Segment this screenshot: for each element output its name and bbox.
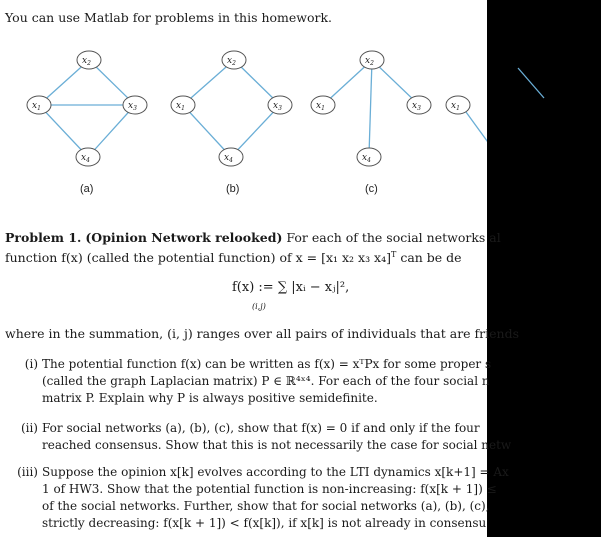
svg-text:x3: $x_3$	[128, 101, 137, 112]
item-iii-line4: strictly decreasing: f(x[k + 1]) < f(x[k]), if x[k] is not already in consensu	[42, 516, 487, 530]
where-text: where in the summation, (i, j) ranges over all pairs of individuals that are friends	[5, 326, 520, 341]
problem-heading	[5, 230, 501, 245]
caption-b: (b)	[226, 183, 240, 195]
line2-end: can be de	[400, 250, 462, 266]
formula-text: f(x) := ∑ |xᵢ − xⱼ|²,	[232, 280, 350, 295]
svg-text:x1: $x_1$	[32, 101, 41, 112]
item-i-line1: The potential function f(x) can be written as f(x) = xᵀPx for some proper s	[42, 357, 492, 371]
vector-sup: T	[391, 250, 397, 259]
svg-text:x1: $x_1$	[316, 101, 325, 112]
svg-text:x3: $x_3$	[273, 101, 282, 112]
item-iii-line3: of the social networks. Further, show that for social networks (a), (b), (c),	[42, 499, 490, 513]
svg-text:x3: $x_3$	[412, 101, 421, 112]
item-iii-line1: Suppose the opinion x[k] evolves according to the LTI dynamics x[k+1] = Ax	[42, 465, 509, 479]
svg-text:x4: $x_4$	[81, 153, 90, 164]
svg-text:x4: $x_4$	[224, 153, 233, 164]
item-iii-line2: 1 of HW3. Show that the potential function is non-increasing: f(x[k + 1]) ≤	[42, 482, 497, 496]
problem-line2	[5, 250, 462, 265]
problem-label: Problem 1.	[5, 230, 82, 245]
svg-text:x2: $x_2$	[365, 56, 374, 67]
item-ii-line2: reached consensus. Show that this is not necessarily the case for social netw	[42, 438, 512, 452]
intro-text: You can use Matlab for problems in this homework.	[5, 10, 333, 25]
item-i-line2: (called the graph Laplacian matrix) P ∈ ℝ⁴ˣ⁴. For each of the four social n	[42, 374, 490, 388]
svg-text:x2: $x_2$	[227, 56, 236, 67]
vector: [x₁ x₂ x₃ x₄]	[321, 250, 391, 266]
overlay-line	[0, 0, 601, 200]
item-ii	[8, 420, 511, 454]
caption-a: (a)	[80, 183, 94, 195]
item-ii-num: (ii)	[20, 421, 38, 435]
stray-edge-on-black	[518, 68, 544, 98]
svg-text:x1: $x_1$	[451, 101, 460, 112]
item-i-num: (i)	[24, 357, 38, 371]
problem-line1-rest: For each of the social networks al	[286, 230, 501, 245]
item-ii-line1: For social networks (a), (b), (c), show that f(x) = 0 if and only if the four	[42, 421, 480, 435]
potential-formula	[232, 280, 350, 311]
formula-under: (i,j)	[252, 302, 266, 311]
line2-start: function f(x) (called the potential function) of x =	[5, 250, 318, 266]
item-i	[8, 356, 491, 407]
svg-text:x1: $x_1$	[176, 101, 185, 112]
item-iii	[8, 464, 509, 532]
item-i-line3: matrix P. Explain why P is always positive semidefinite.	[42, 391, 378, 405]
problem-title: (Opinion Network relooked)	[85, 230, 283, 245]
caption-c: (c)	[365, 183, 378, 195]
svg-text:x4: $x_4$	[362, 153, 371, 164]
svg-text:x2: $x_2$	[82, 56, 91, 67]
item-iii-num: (iii)	[17, 465, 38, 479]
